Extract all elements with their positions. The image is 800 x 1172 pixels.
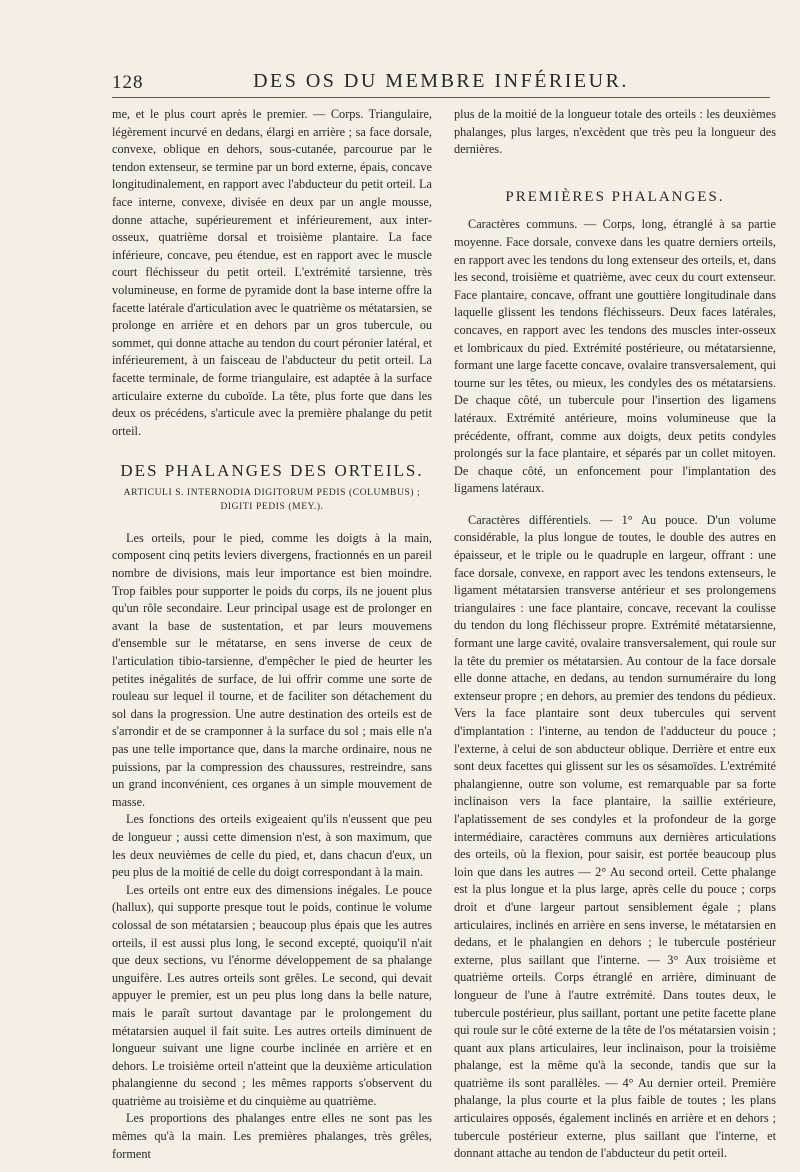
- running-title: DES OS DU MEMBRE INFÉRIEUR.: [253, 70, 629, 92]
- paragraph-gap: [454, 498, 776, 512]
- paragraph: me, et le plus court après le premier. — Corps. Triangulaire, légèrement incurvé en dedans, élargi en arrière ; sa face dorsale, convexe, oblique en dehors, sous-cutanée, parcourue par le tendon extenseur, se termine par un bord externe, épais, concave longitudinalement, en rapport avec l'abducteur du petit orteil. La face interne, convexe, divisée en deux par un angle mousse, donne attache, supérieurement et inférieurement, aux inter-osseux, quatrième dorsal et troisième plantaire. La face inférieure, concave, peu étendue, est en rapport avec le muscle court fléchisseur du petit orteil. L'extrémité tarsienne, très volumineuse, en forme de pyramide dont la base interne offre la facette latérale d'articulation avec le quatrième os métatarsien, se prolonge en arrière et en dehors par un gros tubercule, ou sommet, qui donne attache au tendon du court péronier latéral, et inférieurement, à un faisceau de l'abducteur du petit orteil. La facette terminale, de forme triangulaire, est adaptée à la surface articulaire externe du cuboïde. La tête, plus forte que dans les deux os précédens, s'articule avec la première phalange du petit orteil.: [112, 107, 432, 438]
- paragraph: Les proportions des phalanges entre elles ne sont pas les mêmes qu'à la main. Les premières phalanges, très grêles, forment: [112, 1111, 432, 1161]
- paragraph: Caractères communs. — Corps, long, étranglé à sa partie moyenne. Face dorsale, convexe dans les quatre derniers orteils, en rapport avec les tendons du long extenseur des orteils, et, dans les second, troisième et quatrième, avec ceux du court extenseur. Face plantaire, concave, offrant une gouttière longitudinale dans laquelle glissent les tendons fléchisseurs. Deux faces latérales, concaves, en rapport avec les tendons des muscles inter-osseux et lombricaux du pied. Extrémité postérieure, ou métatarsienne, formant une large facette concave, ovalaire transversalement, qui tourne sur les têtes, ou mieux, les condyles des os métatarsiens. De chaque côté, un tubercule pour l'insertion des ligamens latéraux. Extrémité antérieure, moins volumineuse que la précédente, offrant, comme aux doigts, deux petits condyles prolongés sur la face plantaire, et séparés par un collet mitoyen. De chaque côté, un enfoncement pour l'implantation des ligamens latéraux.: [454, 217, 776, 496]
- paragraph: plus de la moitié de la longueur totale des orteils : les deuxièmes phalanges, plus larges, n'excèdent que très peu la longueur des dernières.: [454, 107, 776, 157]
- subheading-line: DIGITI PEDIS (MEY.).: [220, 501, 324, 512]
- paragraph: Les orteils, pour le pied, comme les doigts à la main, composent cinq petits leviers divergens, fractionnés en un pareil nombre de divisions, mais leur importance est bien moindre. Trop faibles pour supporter le poids du corps, ils ne jouent plus qu'un rôle secondaire. Leur principal usage est de prolonger en avant la base de sustentation, et par leurs mouvemens d'ensemble sur le métatarse, en sens inverse de ceux de l'articulation tibio-tarsienne, d'empêcher le pied de heurter les petites inégalités de surface, de lui offrir comme une sorte de rouleau sur lequel il tourne, et de faciliter son détachement du sol dans la progression. Une autre destination des orteils est de s'arrondir et de se cramponner à la surface du sol ; mais elle n'a pas une telle importance que, dans la marche ordinaire, nous ne puissions, par la compression des chaussures, restreindre, sans un grand inconvénient, ces organes à un simple mouvement de masse.: [112, 530, 432, 809]
- header-rule: [112, 97, 770, 98]
- page-number: 128: [112, 72, 144, 93]
- section-heading: PREMIÈRES PHALANGES.: [505, 188, 725, 205]
- section-heading: DES PHALANGES DES ORTEILS.: [120, 461, 424, 481]
- section-subheading: [112, 486, 432, 514]
- right-column: [454, 106, 776, 1163]
- paragraph: Les fonctions des orteils exigeaient qu'ils n'eussent que peu de longueur ; aussi cette dimension n'est, à son maximum, que les deux neuvièmes de celle du pied, et, dans chacun d'eux, un peu plus de la moitié de celle du doigt correspondant à la main.: [112, 812, 432, 880]
- paragraph: Caractères différentiels. — 1° Au pouce. D'un volume considérable, la plus longue de toutes, le double des autres en épaisseur, et le triple ou le quadruple en largeur, offrant : une face dorsale, convexe, en rapport avec les tendons extenseurs, le ligament métatarsien transverse antérieur et ses prolongemens triangulaires : une face plantaire, concave, recevant la coulisse du tendon du long fléchisseur propre. Extrémité métatarsienne, formant une large cavité, ovalaire transversalement, qui roule sur la tête du premier os métatarsien. Au contour de la face dorsale elle donne attache, en dedans, au tendon surnuméraire du long extenseur propre ; en dehors, au premier des tendons du pédieux. Vers la face plantaire sont deux tubercules qui servent d'implantation : l'interne, au tendon de l'adducteur du pouce ; l'externe, à celui de son abducteur oblique. Derrière et entre eux sont deux facettes qui glissent sur les os sésamoïdes. L'extrémité phalangienne, outre son volume, est remarquable par sa forte inclinaison vers la face plantaire, la saillie extérieure, l'aplatissement de ses condyles et la profondeur de la gorge intermédiaire, caractères communs aux dernières articulations des orteils, où la flexion, pour saisir, est portée beaucoup plus loin que dans les autres — 2° Au second orteil. Cette phalange est la plus longue et la plus large, après celle du pouce ; corps droit et d'une largeur partout sensiblement égale ; plans articulaires, inclinés en arrière en sens inverse, le métatarsien en dedans, et le phalangien en dehors ; le tubercule postérieur externe, plus saillant que l'interne. — 3° Aux troisième et quatrième orteils. Corps étranglé en arrière, diminuant de longueur de l'une à l'autre extrémité. Dans toutes deux, le tubercule postérieur, plus saillant, portant une petite facette plane qui roule sur le côté externe de la tête de l'os métatarsien voisin ; quant aux plans articulaires, leur inclinaison, pour la troisième phalange, est la même qu'à la seconde, tandis que sur la quatrième ils sont parallèles. — 4° Au dernier orteil. Première phalange, la plus courte et la plus faible de toutes ; les plans articulaires opposés, également inclinés en arrière et en dehors ; tubercule postérieur externe, plus saillant que l'interne, et donnant attache au tendon de l'abducteur du petit orteil.: [454, 512, 776, 1161]
- page-header: [112, 70, 770, 96]
- subheading-line: ARTICULI S. INTERNODIA DIGITORUM PEDIS (COLUMBUS) ;: [123, 487, 421, 498]
- left-column: [112, 106, 432, 1163]
- paragraph: Les orteils ont entre eux des dimensions inégales. Le pouce (hallux), qui supporte presque tout le poids, continue le volume colossal de son métatarsien ; beaucoup plus épais que les autres orteils, il est aussi plus long, le second excepté, quoiqu'il n'ait que deux sections, vu l'énorme développement de sa phalange unguifère. Les autres orteils sont grêles. Le second, qui devait appuyer le premier, est un peu plus long dans la belle nature, mais le paraît surtout davantage par le prolongement du métatarsien auquel il fait suite. Les autres orteils diminuent de longueur suivant une ligne courbe inclinée en arrière et en dehors. Le troisième orteil n'atteint que la deuxième articulation phalangienne du second ; les mêmes rapports s'observent du quatrième au troisième et du cinquième au quatrième.: [112, 882, 432, 1108]
